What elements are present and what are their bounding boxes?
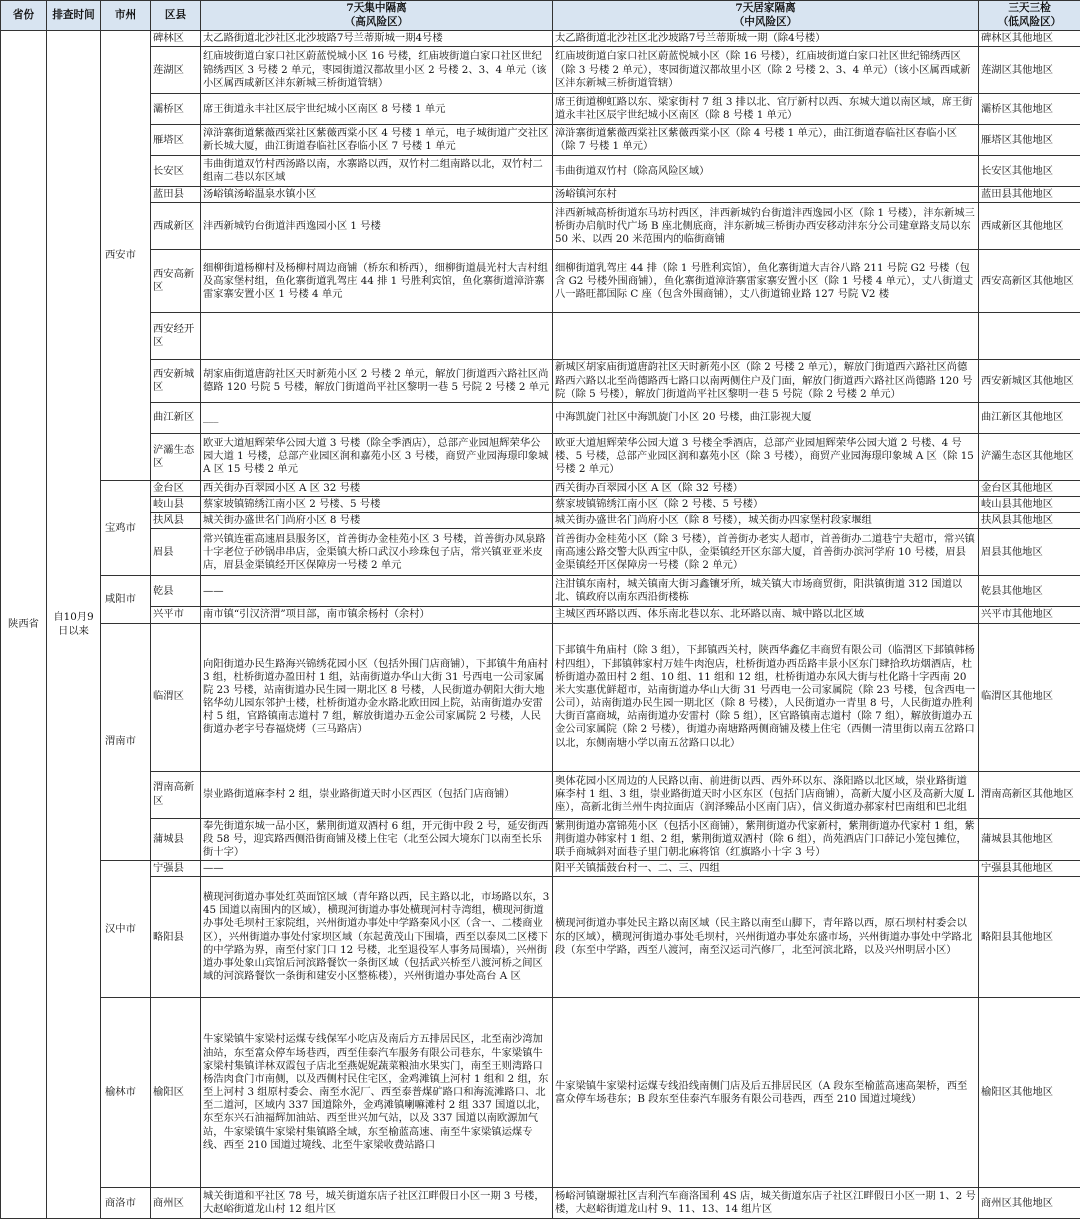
mid-risk-cell: 蔡家坡镇锦绣江南小区（除 2 号楼、5 号楼） [553,497,979,513]
high-risk-cell: 韦曲街道双竹村西汤路以南，水寨路以西，双竹村二组南路以北，双竹村二组南二巷以东区域 [201,156,553,187]
mid-risk-cell: 阳平关镇擂鼓台村一、二、三、四组 [553,861,979,877]
header-province: 省份 [1,1,47,31]
low-risk-cell: 岐山县其他地区 [979,497,1080,513]
header-high-sub: （高风险区） [203,16,550,29]
mid-risk-cell: 细柳街道乳驾庄 44 排（除 1 号胜利宾馆），鱼化寨街道大吉谷八路 211 号院 G2 号楼（包含 G2 号楼外围商铺），鱼化寨街道漳浒寨雷家寨安置小区（除 1 号楼 4 单元），丈八街道丈八一路旺都国际 C 座（包含外围商铺），丈八街道锦业路 127 号院 V2 楼 [553,250,979,313]
high-risk-cell: —— [201,576,553,607]
header-low-title: 三天三检 [981,2,1078,15]
mid-risk-cell: 杨峪河镇谢塬社区吉利汽车商洛国利 4S 店，城关街道东店子社区江畔假日小区一期 1、2 号楼，大赵峪街道龙山村 9、11、13、14 组片区 [553,1188,979,1219]
header-high-risk [201,1,553,31]
low-risk-cell: 莲湖区其他地区 [979,47,1080,94]
district-cell: 眉县 [151,529,201,576]
table-row [1,402,1080,433]
district-cell: 西咸新区 [151,203,201,250]
high-risk-cell: 南市镇“引汉济渭”项目部，南市镇余杨村（余村） [201,607,553,623]
low-risk-cell: 长安区其他地区 [979,156,1080,187]
low-risk-cell: 商州区其他地区 [979,1188,1080,1219]
low-risk-cell: 临渭区其他地区 [979,623,1080,771]
low-risk-cell: 眉县其他地区 [979,529,1080,576]
mid-risk-cell: 韦曲街道双竹村（除高风险区域） [553,156,979,187]
header-district: 区县 [151,1,201,31]
district-cell: 渭南高新区 [151,771,201,818]
city-cell: 西安市 [101,31,151,481]
district-cell: 金台区 [151,480,201,496]
district-cell: 蓝田县 [151,187,201,203]
table-row [1,497,1080,513]
district-cell: 西安高新区 [151,250,201,313]
header-time: 排查时间 [47,1,101,31]
district-cell: 碑林区 [151,31,201,47]
mid-risk-cell: 城关街办盛世名门尚府小区（除 8 号楼），城关街办四家堡村段家堰组 [553,513,979,529]
high-risk-cell: 横现河街道办事处红英面馆区域（青年路以西，民主路以北，市场路以东，345 国道以南围内的区域），横现河街道办事处横现河村寺湾组，横现河街道办事处毛坝村王家院组，兴州街道办事处中学路秦风小区（含一、二楼商业区），兴州街道办事处付家坝区域（东起黄茂山下围墙，西至以泰凤二区楼下的中学路为界，南至付家门口 12 号楼，北至退役军人事务局围墙），兴州街道办事处象山宾馆后河滨路餐饮一条街区域（包括武兴桥至八渡河桥之间区域的河滨路餐饮一条街和建安小区整栋楼），兴州街道办事处高台 A 区 [201,877,553,998]
low-risk-cell: 西安新城区其他地区 [979,360,1080,403]
low-risk-cell: 渭南高新区其他地区 [979,771,1080,818]
high-risk-cell: 欧亚大道旭辉荣华公园大道 3 号楼（除全季酒店），总部产业园旭辉荣华公园大道 1 号楼，总部产业园区润和嘉苑小区 3 号楼，商贸产业园海璟印象城 A 区 15 号楼 2 单元 [201,433,553,480]
table-row [1,1188,1080,1219]
mid-risk-cell: 主城区西环路以西、体乐南北巷以东、北环路以南、城中路以北区域 [553,607,979,623]
district-cell: 兴平市 [151,607,201,623]
table-row [1,47,1080,94]
low-risk-cell: 曲江新区其他地区 [979,402,1080,433]
high-risk-cell: 城关街道和平社区 78 号，城关街道东店子社区江畔假日小区一期 3 号楼，大赵峪街道龙山村 12 组片区 [201,1188,553,1219]
low-risk-cell: 兴平市其他地区 [979,607,1080,623]
mid-risk-cell: 沣西新城高桥街道东马坊村西区，沣西新城钓台街道沣西逸园小区（除 1 号楼），沣东新城三桥街办启航时代广场 B 座北侧底商，沣东新城三桥街办西安移动沣东分公司建章路支局以东 50 米、以西 20 米范围内的临街商铺 [553,203,979,250]
low-risk-cell: 扶风县其他地区 [979,513,1080,529]
header-low-risk [979,1,1080,31]
table-row [1,156,1080,187]
table-row [1,998,1080,1188]
high-risk-cell: 蔡家坡镇锦绣江南小区 2 号楼、5 号楼 [201,497,553,513]
mid-risk-cell: 下邽镇牛角庙村（除 3 组），下邽镇西关村，陕西华鑫亿丰商贸有限公司（临渭区下邽镇韩杨村四组），下邽镇韩家村万娃牛肉泡店，杜桥街道办西岳路丰景小区东门肆拾玖坊烟酒店，杜桥街道办盈田村 2 组、10 组、11 组和 12 组，杜桥街道办东风大街与杜化路十字西南 20 米大实惠优鲜超市，站南街道办华山大街 31 号西电一公司家属院（除 23 号楼，包含西电一公司），站南街道办民生园一期北区（除 8 号楼），人民街道办一青里 8 号，人民街道办胜利大街百富商城，站南街道办安雷村（除 5 组），区官路镇南志道村（除 7 组），解放街道办五金公司家属院（除 2 号楼），街道办南塘路两侧商铺及楼上住宅（西侧一清里街以南五岔路口以北，东侧南塘小学以南五岔路口以北） [553,623,979,771]
table-row [1,187,1080,203]
low-risk-cell: 榆阳区其他地区 [979,998,1080,1188]
low-risk-cell: 蓝田县其他地区 [979,187,1080,203]
table-row [1,623,1080,771]
district-cell: 长安区 [151,156,201,187]
mid-risk-cell: 中海凯旋门社区中海凯旋门小区 20 号楼，曲江影视大厦 [553,402,979,433]
header-high-title: 7天集中隔离 [203,2,550,15]
district-cell: 莲湖区 [151,47,201,94]
high-risk-cell: 席王街道永丰社区辰宇世纪城小区南区 8 号楼 1 单元 [201,94,553,125]
mid-risk-cell: 红庙坡街道白家口社区蔚蓝悦城小区（除 16 号楼），红庙坡街道白家口社区世纪锦绣西区（除 3 号楼 2 单元），枣园街道汉都故里小区（除 2 号楼 2、3、4 单元）（该小区属西咸新区沣东新城三桥街道管辖） [553,47,979,94]
high-risk-cell: 奉先街道东城一品小区，紫荆街道双酒村 6 组，开元街中段 2 号，延安街西段 58 号，迎宾路西侧沿街商铺及楼上住宅（北至公园大境东门以南至长乐街十字） [201,818,553,861]
table-row [1,360,1080,403]
table-row [1,480,1080,496]
high-risk-cell: 太乙路街道北沙社区北沙坡路7号兰蒂斯城一期4号楼 [201,31,553,47]
mid-risk-cell: 席王街道柳虹路以东、梁家街村 7 组 3 排以北、官厅新村以西、东城大道以南区域，席王街道永丰社区辰宇世纪城小区南区（除 8 号楼 1 单元） [553,94,979,125]
check-time-cell: 自10月9日以来 [47,31,101,1219]
header-row [1,1,1080,31]
header-city: 市州 [101,1,151,31]
low-risk-cell: 碑林区其他地区 [979,31,1080,47]
mid-risk-cell: 注泔镇东南村，城关镇南大街习鑫镶牙所，城关镇大市场商贸街，阳洪镇街道 312 国道以北、镇政府以南东西沿街楼栋 [553,576,979,607]
city-cell: 渭南市 [101,623,151,861]
low-risk-cell: 金台区其他地区 [979,480,1080,496]
mid-risk-cell: 奥体花园小区周边的人民路以南、前进街以西、西外环以东、涤阳路以北区域，崇业路街道麻李村 1 组、3 组，崇业路街道天时小区东区（包括门店商铺），高新大厦小区及高新大厦 L 座），高新北街兰州牛肉拉面店（润泽臻品小区南门店），信义街道办郝家村巴南组和巴北组 [553,771,979,818]
district-cell: 略阳县 [151,877,201,998]
table-row [1,771,1080,818]
table-row [1,250,1080,313]
district-cell: 扶风县 [151,513,201,529]
low-risk-cell: 灞桥区其他地区 [979,94,1080,125]
high-risk-cell [201,313,553,360]
high-risk-cell: —— [201,861,553,877]
mid-risk-cell: 西关街办百翠园小区 A 区（除 32 号楼） [553,480,979,496]
header-mid-title: 7天居家隔离 [555,2,976,15]
mid-risk-cell: 首善街办金桂苑小区（除 3 号楼），首善街办老实人超市，首善街办二道巷宁夫超市，常兴镇南高速公路交警大队西宝中队，金渠镇经开区东部大厦，首善街办滨河学府 10 号楼，眉县金渠镇经开区保障房一号楼（除 2 单元） [553,529,979,576]
high-risk-cell: 沣西新城钓台街道沣西逸园小区 1 号楼 [201,203,553,250]
high-risk-cell: 红庙坡街道白家口社区蔚蓝悦城小区 16 号楼，红庙坡街道白家口社区世纪锦绣西区 3 号楼 2 单元，枣园街道汉都故里小区 2 号楼 2、3、4 单元（该小区属西咸新区沣东新城三桥街道管辖） [201,47,553,94]
high-risk-cell: 城关街办盛世名门尚府小区 8 号楼 [201,513,553,529]
mid-risk-cell: 太乙路街道北沙社区北沙坡路7号兰蒂斯城一期（除4号楼） [553,31,979,47]
mid-risk-cell: 欧亚大道旭辉荣华公园大道 3 号楼全季酒店，总部产业园旭辉荣华公园大道 2 号楼、4 号楼、5 号楼，总部产业园区润和嘉苑小区（除 3 号楼），商贸产业园海璟印象城 A 区（除 15 号楼 2 单元） [553,433,979,480]
table-row [1,576,1080,607]
mid-risk-cell: 漳浒寨街道紫薇西棠社区紫薇西棠小区（除 4 号楼 1 单元），曲江街道春临社区春临小区（除 7 号楼 1 单元） [553,125,979,156]
high-risk-cell: 崇业路街道麻李村 2 组，崇业路街道天时小区西区（包括门店商铺） [201,771,553,818]
high-risk-cell: ___ [201,402,553,433]
mid-risk-cell: 新城区胡家庙街道唐韵社区天时新苑小区（除 2 号楼 2 单元），解放门街道西六路社区尚德路西六路以北至尚德路西七路口以南两侧住户及门面，解放门街道西六路社区尚德路 120 号院（除 5 号楼），解放门街道尚平社区黎明一巷 5 号院（除 2 号楼 2 单元） [553,360,979,403]
district-cell: 西安经开区 [151,313,201,360]
low-risk-cell: 宁强县其他地区 [979,861,1080,877]
district-cell: 临渭区 [151,623,201,771]
mid-risk-cell: 牛家梁镇牛家梁村运煤专线沿线南侧门店及后五排居民区（A 段东至榆蓝高速高架桥，西至富众停车场巷东；B 段东至佳泰汽车服务有限公司巷西，西至 210 国道过境线） [553,998,979,1188]
table-row [1,125,1080,156]
table-row [1,861,1080,877]
high-risk-cell: 细柳街道杨柳村及杨柳村周边商铺（桥东和桥西），细柳街道晨光村大吉村组及高家堡村组，鱼化寨街道乳驾庄 44 排 1 号胜利宾馆，鱼化寨街道漳浒寨雷家寨安置小区 1 号楼 4 单元 [201,250,553,313]
city-cell: 榆林市 [101,998,151,1188]
district-cell: 乾县 [151,576,201,607]
table-body [1,31,1080,1219]
high-risk-cell: 西关街办百翠园小区 A 区 32 号楼 [201,480,553,496]
table-row [1,313,1080,360]
table-row [1,529,1080,576]
district-cell: 灞桥区 [151,94,201,125]
mid-risk-cell: 汤峪镇河东村 [553,187,979,203]
low-risk-cell: 乾县其他地区 [979,576,1080,607]
high-risk-cell: 牛家梁镇牛家梁村运煤专线保军小吃店及南后方五排居民区，北至南沙湾加油站，东至富众停车场巷西，西至佳泰汽车服务有限公司巷东，牛家梁镇牛家梁村集镇详林双霞包子店北至燕妮妮蔬菜粮油水果实门，南至王则湾路口杨浩肉食门市南侧，以及西侧村民住宅区，金鸡滩镇上河村 1 组和 2 组，东至上河村 3 组原村委会、南至水泥厂、西至泰普煤矿路口和海流滩路口、北至二道河，区域内 337 国道除外，金鸡滩镇喇嘛滩村 2 组 337 国道以北，东至东兴石油福辉加油站、西至世兴加气站，以及 337 国道以南欧源加气站，牛家梁镇牛家梁村集镇路全域，东至榆蓝高速、南至牛家梁镇运煤专线、西至 210 国道过境线、北至牛家梁收费站路口 [201,998,553,1188]
low-risk-cell: 雁塔区其他地区 [979,125,1080,156]
high-risk-cell: 漳浒寨街道紫薇西棠社区紫薇西棠小区 4 号楼 1 单元，电子城街道广交社区新长城大厦，曲江街道春临社区春临小区 7 号楼 1 单元 [201,125,553,156]
table-row [1,203,1080,250]
high-risk-cell: 胡家庙街道唐韵社区天时新苑小区 2 号楼 2 单元，解放门街道西六路社区尚德路 120 号院 5 号楼，解放门街道尚平社区黎明一巷 5 号院 2 号楼 2 单元 [201,360,553,403]
mid-risk-cell [553,313,979,360]
district-cell: 曲江新区 [151,402,201,433]
district-cell: 浐灞生态区 [151,433,201,480]
header-low-sub: （低风险区） [981,16,1078,29]
district-cell: 榆阳区 [151,998,201,1188]
table-row [1,94,1080,125]
mid-risk-cell: 横现河街道办事处民主路以南区域（民主路以南至山脚下，青年路以西，原石坝村村委会以东的区域），横现河街道办事处毛坝村，兴州街道办事处东盛市场，兴州街道办事处中学路北段（东至中学路，西至八渡河，南至汉运司汽修厂，北至河滨北路，以及兴州明居小区） [553,877,979,998]
low-risk-cell [979,313,1080,360]
table-row [1,818,1080,861]
table-row [1,31,1080,47]
district-cell: 宁强县 [151,861,201,877]
high-risk-cell: 常兴镇连霍高速眉县服务区，首善街办金桂苑小区 3 号楼，首善街办凤泉路十字老位子砂锅串串店，金渠镇大桥口武汉小珍珠包子店，常兴镇亚亚米皮店，眉县金渠镇经开区保障房一号楼 2 单元 [201,529,553,576]
table-row [1,433,1080,480]
header-mid-risk [553,1,979,31]
low-risk-cell: 浐灞生态区其他地区 [979,433,1080,480]
mid-risk-cell: 紫荆街道办富锦苑小区（包括小区商铺），紫荆街道办代家新村，紫荆街道办代家村 1 组，紫荆街道办韩家村 1 组、2 组，紫荆街道双酒村（除 6 组），尚苑酒店门口薛记小笼包摊位，联手商城斜对面巷子里门朝北麻将馆（红旗路小十字 3 号） [553,818,979,861]
city-cell: 商洛市 [101,1188,151,1219]
district-cell: 蒲城县 [151,818,201,861]
table-row [1,513,1080,529]
table-row [1,877,1080,998]
district-cell: 商州区 [151,1188,201,1219]
high-risk-cell: 向阳街道办民生路海兴锦绣花园小区（包括外围门店商铺），下邽镇牛角庙村 3 组，杜桥街道办盈田村 1 组，站南街道办华山大街 31 号西电一公司家属院 23 号楼，站南街道办民生园一期北区 8 号楼，人民街道办朝阳大街大地铭华幼儿园东邻护士楼，杜桥街道办金水路北欧田园上院，站南街道办安雷村 5 组，官路镇南志道村 7 组，解放街道办五金公司家属院 2 号楼，人民街道办老字号春福烧烤（三马路店） [201,623,553,771]
city-cell: 宝鸡市 [101,480,151,576]
table-row [1,607,1080,623]
city-cell: 咸阳市 [101,576,151,623]
high-risk-cell: 汤峪镇汤峪温泉水镇小区 [201,187,553,203]
district-cell: 雁塔区 [151,125,201,156]
low-risk-cell: 西咸新区其他地区 [979,203,1080,250]
district-cell: 岐山县 [151,497,201,513]
city-cell: 汉中市 [101,861,151,998]
low-risk-cell: 略阳县其他地区 [979,877,1080,998]
low-risk-cell: 蒲城县其他地区 [979,818,1080,861]
district-cell: 西安新城区 [151,360,201,403]
low-risk-cell: 西安高新区其他地区 [979,250,1080,313]
province-cell: 陕西省 [1,31,47,1219]
header-mid-sub: （中风险区） [555,16,976,29]
